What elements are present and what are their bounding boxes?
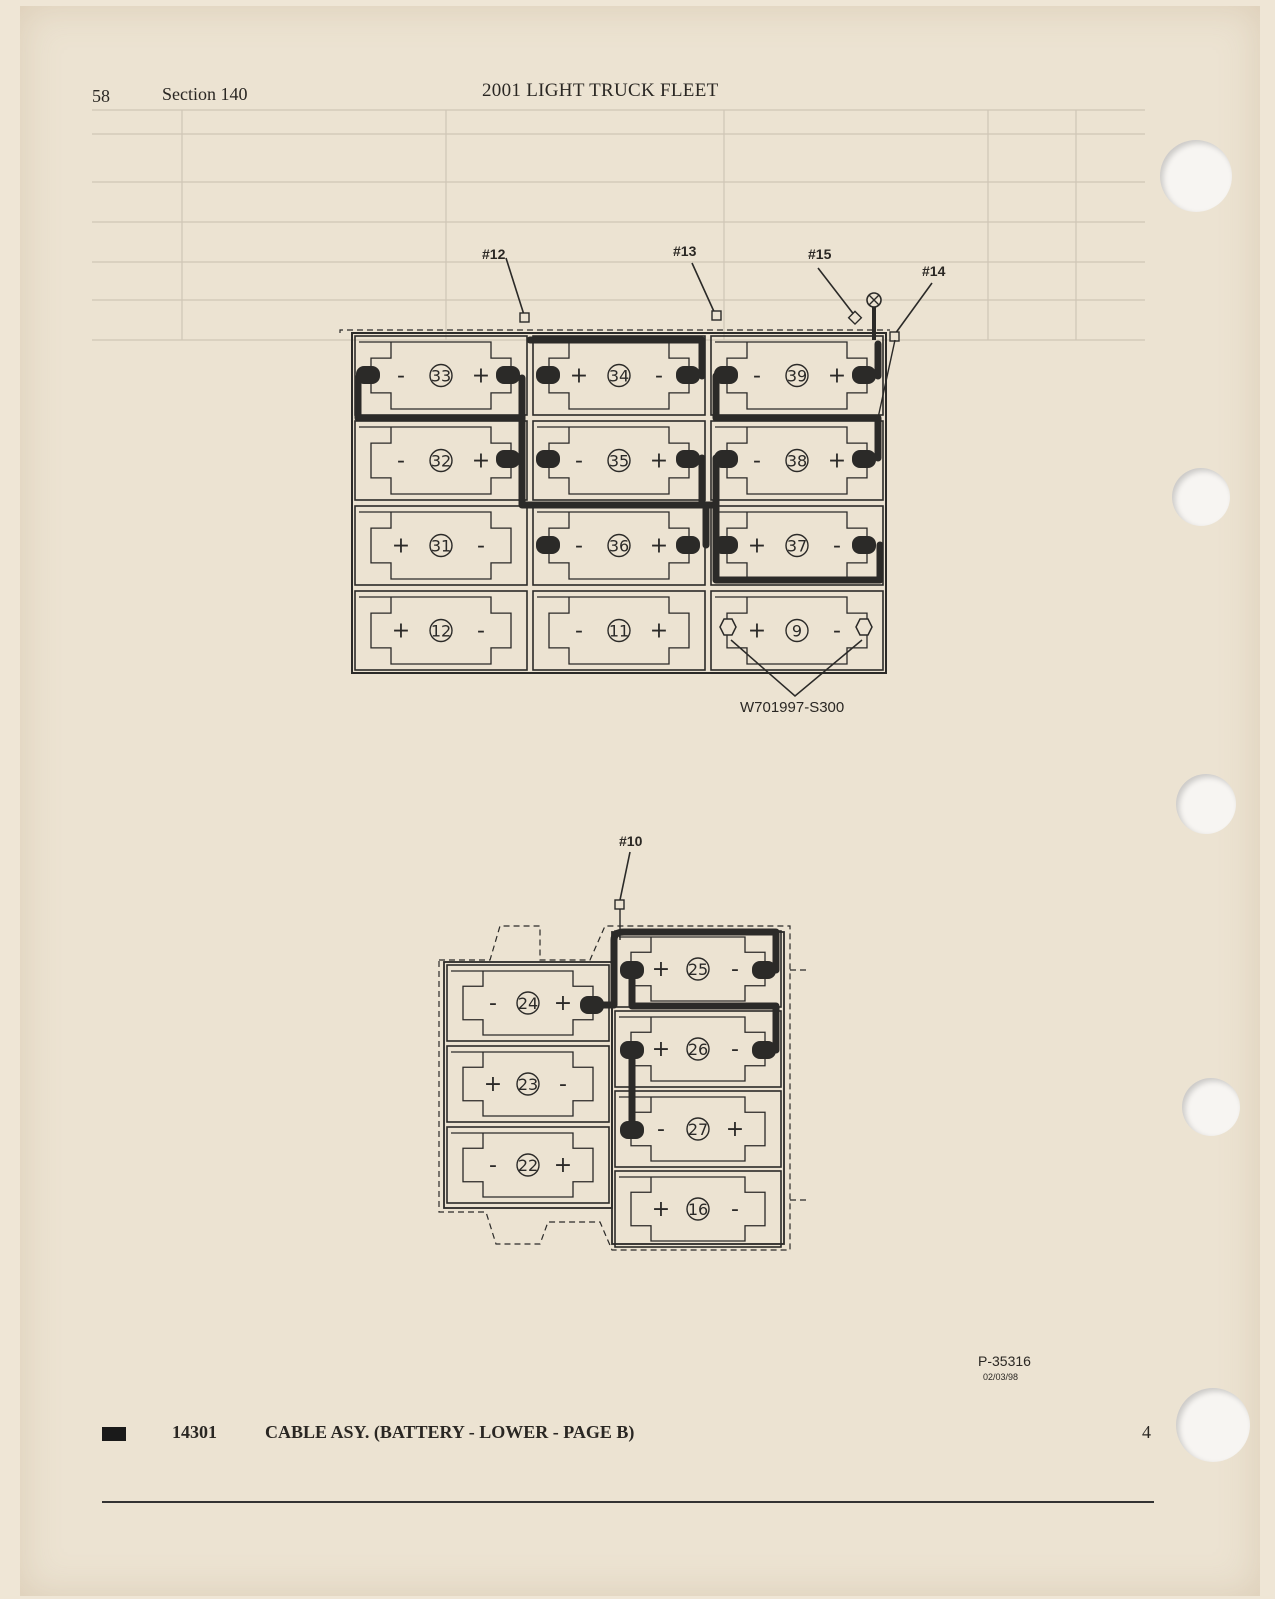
battery-number: 38	[786, 451, 808, 471]
terminal-sign-left: +	[483, 1072, 503, 1097]
terminal-post	[620, 1041, 644, 1059]
battery-23	[447, 1046, 609, 1122]
leader-line	[620, 852, 630, 900]
terminal-sign-right: -	[559, 1072, 567, 1097]
terminal-sign-left: -	[575, 448, 583, 474]
leader-line	[506, 258, 525, 318]
battery-number: 35	[608, 451, 630, 471]
section-marker	[102, 1427, 126, 1441]
leader-line	[692, 263, 716, 316]
terminal-post	[536, 450, 560, 468]
terminal-sign-left: +	[651, 957, 671, 982]
section-label: Section 140	[162, 84, 248, 104]
terminal-post	[676, 366, 700, 384]
terminal-post	[752, 1041, 776, 1059]
battery-number: 39	[786, 366, 808, 386]
terminal-sign-left: -	[397, 363, 405, 389]
leader-line	[731, 640, 862, 696]
battery-number: 12	[430, 621, 452, 641]
terminal-sign-left: -	[575, 533, 583, 559]
terminal-sign-left: +	[391, 533, 411, 559]
terminal-sign-right: +	[553, 991, 573, 1016]
footer-rule	[102, 1501, 1154, 1503]
terminal-sign-right: +	[649, 448, 669, 474]
terminal-post	[852, 450, 876, 468]
hex-nut	[720, 619, 736, 635]
terminal-post	[714, 366, 738, 384]
connector-10	[615, 900, 624, 909]
callout-10: #10	[619, 833, 643, 849]
terminal-post	[356, 366, 380, 384]
terminal-sign-right: +	[649, 533, 669, 559]
battery-number: 37	[786, 536, 808, 556]
terminal-sign-left: +	[747, 618, 767, 644]
figure-date: 02/03/98	[983, 1372, 1019, 1382]
battery-number: 11	[608, 621, 630, 641]
terminal-sign-right: -	[477, 533, 485, 559]
battery-number: 23	[517, 1075, 539, 1094]
terminal-sign-left: -	[753, 448, 761, 474]
terminal-post	[752, 961, 776, 979]
terminal-sign-right: -	[731, 1197, 739, 1222]
terminal-post	[496, 366, 520, 384]
terminal-sign-left: -	[397, 448, 405, 474]
terminal-sign-right: -	[833, 533, 841, 559]
callout-14: #14	[922, 263, 946, 279]
battery-number: 22	[517, 1156, 539, 1175]
terminal-sign-left: -	[657, 1117, 665, 1142]
terminal-sign-right: -	[833, 618, 841, 644]
terminal-sign-right: +	[471, 448, 491, 474]
callout-15: #15	[808, 246, 832, 262]
battery-11	[533, 591, 705, 670]
battery-number: 32	[430, 451, 452, 471]
terminal-sign-right: -	[731, 1037, 739, 1062]
terminal-sign-left: -	[489, 1153, 497, 1178]
cable-run	[594, 932, 776, 1130]
footer-description: CABLE ASY. (BATTERY - LOWER - PAGE B)	[265, 1422, 635, 1442]
terminal-sign-right: +	[725, 1117, 745, 1142]
terminal-sign-right: +	[553, 1153, 573, 1178]
footer-page: 4	[1142, 1422, 1151, 1442]
battery-number: 27	[687, 1120, 709, 1139]
battery-number: 34	[608, 366, 630, 386]
terminal-sign-left: +	[651, 1197, 671, 1222]
battery-number: 36	[608, 536, 630, 556]
battery-number: 33	[430, 366, 452, 386]
page-number: 58	[92, 86, 110, 106]
terminal-post	[536, 366, 560, 384]
terminal-sign-left: +	[391, 618, 411, 644]
callout-12: #12	[482, 246, 506, 262]
terminal-sign-right: +	[827, 363, 847, 389]
terminal-post	[620, 961, 644, 979]
terminal-sign-right: +	[471, 363, 491, 389]
terminal-sign-left: +	[747, 533, 767, 559]
terminal-sign-left: +	[651, 1037, 671, 1062]
page-title: 2001 LIGHT TRUCK FLEET	[482, 80, 719, 101]
battery-12	[355, 591, 527, 670]
connector-12	[520, 313, 529, 322]
terminal-sign-left: -	[753, 363, 761, 389]
callout-13: #13	[673, 243, 697, 259]
leader-line	[818, 268, 855, 316]
battery-number: 16	[687, 1200, 709, 1219]
tray-extension	[790, 970, 808, 1200]
hex-nut	[856, 619, 872, 635]
terminal-post	[852, 536, 876, 554]
cable-run	[358, 340, 702, 505]
connector-15	[849, 311, 862, 324]
terminal-sign-right: -	[477, 618, 485, 644]
battery-22	[447, 1127, 609, 1203]
terminal-post	[714, 536, 738, 554]
terminal-sign-right: +	[649, 618, 669, 644]
terminal-post	[580, 996, 604, 1014]
terminal-sign-left: +	[569, 363, 589, 389]
battery-number: 24	[517, 994, 539, 1013]
battery-number: 26	[687, 1040, 709, 1059]
battery-number: 25	[687, 960, 709, 979]
battery-number: 31	[430, 536, 452, 556]
connector-14	[890, 332, 899, 341]
terminal-post	[496, 450, 520, 468]
connector-13	[712, 311, 721, 320]
terminal-post	[714, 450, 738, 468]
terminal-post	[536, 536, 560, 554]
terminal-sign-right: -	[731, 957, 739, 982]
footer-part-number: 14301	[172, 1422, 217, 1442]
terminal-post	[676, 536, 700, 554]
battery-31	[355, 506, 527, 585]
terminal-post	[676, 450, 700, 468]
battery-number: 9	[791, 621, 803, 641]
figure-reference: P-35316	[978, 1353, 1031, 1369]
callout-fastener: W701997-S300	[740, 699, 845, 716]
terminal-sign-left: -	[489, 991, 497, 1016]
leader-line	[895, 283, 932, 334]
terminal-sign-right: -	[655, 363, 663, 389]
terminal-post	[620, 1121, 644, 1139]
terminal-sign-left: -	[575, 618, 583, 644]
battery-16	[615, 1171, 781, 1247]
terminal-post	[852, 366, 876, 384]
terminal-sign-right: +	[827, 448, 847, 474]
